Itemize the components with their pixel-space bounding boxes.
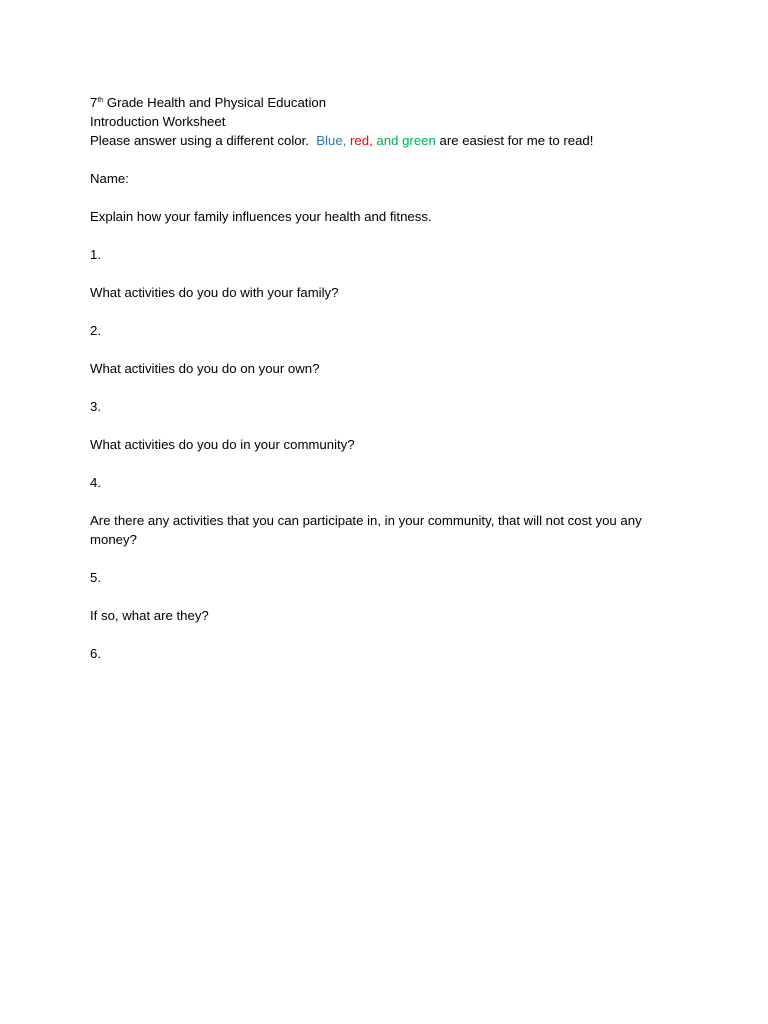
- question-prompt: Explain how your family influences your health and fitness.: [90, 209, 432, 224]
- spacer: [90, 378, 690, 397]
- spacer: [90, 454, 690, 473]
- worksheet-subtitle: Introduction Worksheet: [90, 114, 226, 129]
- answer-number: 1.: [90, 247, 101, 262]
- question-prompt: What activities do you do in your community?: [90, 437, 355, 452]
- question-prompt: What activities do you do on your own?: [90, 361, 320, 376]
- spacer: [90, 587, 690, 606]
- title-rest: Grade Health and Physical Education: [103, 95, 327, 110]
- question-prompt: What activities do you do with your family?: [90, 285, 339, 300]
- name-label: Name:: [90, 171, 129, 186]
- spacer: [90, 264, 690, 283]
- worksheet-title: [90, 93, 690, 112]
- answer-number: 5.: [90, 570, 101, 585]
- color-instruction: [90, 131, 690, 150]
- answer-number: 2.: [90, 323, 101, 338]
- instruction-post: are easiest for me to read!: [435, 133, 594, 148]
- spacer: [90, 340, 690, 359]
- spacer: [90, 302, 690, 321]
- spacer: [90, 188, 690, 207]
- color-word-red: red,: [350, 133, 373, 148]
- question-prompt: Are there any activities that you can participate in, in your community, that will not cost you any money?: [90, 513, 642, 547]
- spacer: [90, 625, 690, 644]
- answer-number: 3.: [90, 399, 101, 414]
- spacer: [90, 150, 690, 169]
- spacer: [90, 492, 690, 511]
- answer-number: 4.: [90, 475, 101, 490]
- grade-number: 7: [90, 95, 98, 110]
- answer-number: 6.: [90, 646, 101, 661]
- color-word-blue: Blue,: [316, 133, 347, 148]
- worksheet-page: [90, 93, 690, 663]
- spacer: [90, 549, 690, 568]
- spacer: [90, 226, 690, 245]
- spacer: [90, 416, 690, 435]
- question-prompt: If so, what are they?: [90, 608, 209, 623]
- color-word-green: and green: [376, 133, 436, 148]
- grade-suffix: th: [97, 97, 104, 104]
- instruction-pre: Please answer using a different color.: [90, 133, 317, 148]
